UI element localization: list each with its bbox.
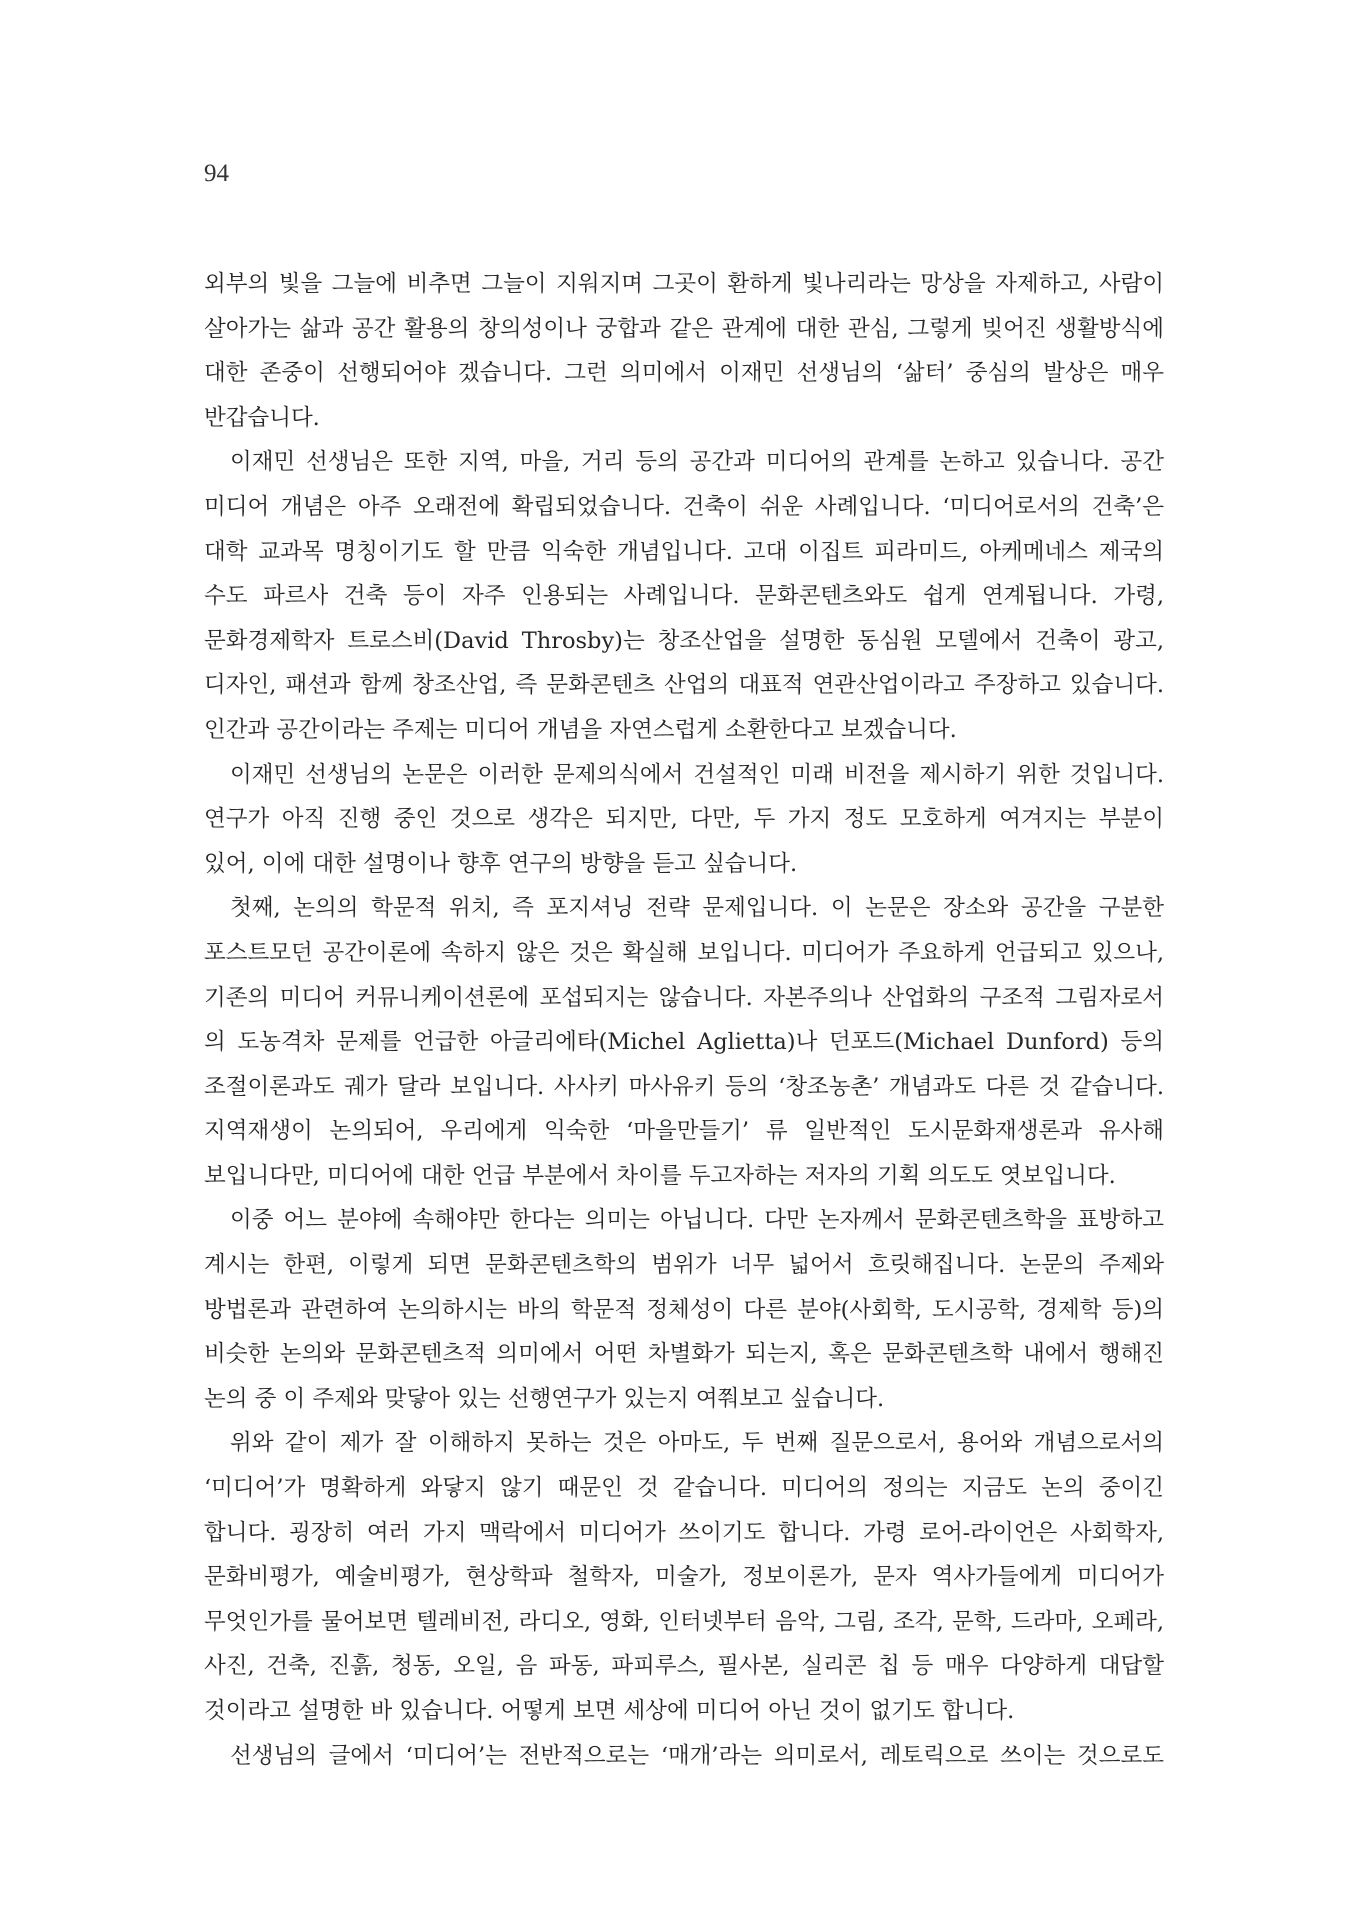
text-line: 무엇인가를 물어보면 텔레비전, 라디오, 영화, 인터넷부터 음악, 그림, 조각, 문학, 드라마, 오페라,: [204, 1608, 1164, 1635]
text-line: 선생님의 글에서 ‘미디어’는 전반적으로는 ‘매개’라는 의미로서, 레토릭으로 쓰이는 것으로도: [230, 1742, 1164, 1769]
text-line: 수도 파르사 건축 등이 자주 인용되는 사례입니다. 문화콘텐츠와도 쉽게 연계됩니다. 가령,: [204, 583, 1164, 610]
text-line: 합니다. 굉장히 여러 가지 맥락에서 미디어가 쓰이기도 합니다. 가령 로어-라이언은 사회학자,: [204, 1519, 1164, 1546]
text-line: 비슷한 논의와 문화콘텐츠적 의미에서 어떤 차별화가 되는지, 혹은 문화콘텐츠학 내에서 행해진: [204, 1341, 1164, 1368]
text-line: 사진, 건축, 진흙, 청동, 오일, 음 파동, 파피루스, 필사본, 실리콘 칩 등 매우 다양하게 대답할: [204, 1653, 1164, 1680]
page-number: 94: [204, 160, 229, 187]
text-line: 외부의 빛을 그늘에 비추면 그늘이 지워지며 그곳이 환하게 빛나리라는 망상을 자제하고, 사람이: [204, 271, 1164, 297]
body-text: [204, 262, 1164, 1778]
text-line: 지역재생이 논의되어, 우리에게 익숙한 ‘마을만들기’ 류 일반적인 도시문화재생론과 유사해: [204, 1118, 1164, 1145]
text-line: 대학 교과목 명칭이기도 할 만큼 익숙한 개념입니다. 고대 이집트 피라미드, 아케메네스 제국의: [204, 538, 1164, 565]
text-line: 디자인, 패션과 함께 창조산업, 즉 문화콘텐츠 산업의 대표적 연관산업이라고 주장하고 있습니다.: [204, 672, 1164, 699]
text-line: 문화비평가, 예술비평가, 현상학파 철학자, 미술가, 정보이론가, 문자 역사가들에게 미디어가: [204, 1564, 1164, 1591]
text-line: 인간과 공간이라는 주제는 미디어 개념을 자연스럽게 소환한다고 보겠습니다.: [204, 716, 957, 743]
text-line: 계시는 한편, 이렇게 되면 문화콘텐츠학의 범위가 너무 넓어서 흐릿해집니다. 논문의 주제와: [204, 1252, 1164, 1279]
text-line: 문화경제학자 트로스비(David Throsby)는 창조산업을 설명한 동심원 모델에서 건축이 광고,: [204, 627, 1164, 654]
text-line: 있어, 이에 대한 설명이나 향후 연구의 방향을 듣고 싶습니다.: [204, 850, 798, 877]
text-line: 이재민 선생님의 논문은 이러한 문제의식에서 건설적인 미래 비전을 제시하기 위한 것입니다.: [230, 761, 1164, 788]
text-line: 이재민 선생님은 또한 지역, 마을, 거리 등의 공간과 미디어의 관계를 논하고 있습니다. 공간: [230, 449, 1164, 476]
text-line: 것이라고 설명한 바 있습니다. 어떻게 보면 세상에 미디어 아닌 것이 없기도 합니다.: [204, 1698, 1015, 1724]
text-line: 미디어 개념은 아주 오래전에 확립되었습니다. 건축이 쉬운 사례입니다. ‘미디어로서의 건축’은: [204, 493, 1164, 520]
text-line: 이중 어느 분야에 속해야만 한다는 의미는 아닙니다. 다만 논자께서 문화콘텐츠학을 표방하고: [230, 1207, 1164, 1234]
text-line: 보입니다만, 미디어에 대한 언급 부분에서 차이를 두고자하는 저자의 기획 의도도 엿보입니다.: [204, 1162, 1116, 1189]
text-line: 살아가는 삶과 공간 활용의 창의성이나 궁합과 같은 관계에 대한 관심, 그렇게 빚어진 생활방식에: [204, 315, 1164, 342]
text-line: 논의 중 이 주제와 맞닿아 있는 선행연구가 있는지 여쭤보고 싶습니다.: [204, 1385, 885, 1412]
text-line: 위와 같이 제가 잘 이해하지 못하는 것은 아마도, 두 번째 질문으로서, 용어와 개념으로서의: [230, 1430, 1164, 1457]
text-line: 조절이론과도 궤가 달라 보입니다. 사사키 마사유키 등의 ‘창조농촌’ 개념과도 다른 것 같습니다.: [204, 1073, 1164, 1100]
text-line: ‘미디어’가 명확하게 와닿지 않기 때문인 것 같습니다. 미디어의 정의는 지금도 논의 중이긴: [204, 1475, 1164, 1502]
text-line: 첫째, 논의의 학문적 위치, 즉 포지셔닝 전략 문제입니다. 이 논문은 장소와 공간을 구분한: [230, 895, 1164, 922]
text-line: 기존의 미디어 커뮤니케이션론에 포섭되지는 않습니다. 자본주의나 산업화의 구조적 그림자로서: [204, 984, 1164, 1011]
text-line: 대한 존중이 선행되어야 겠습니다. 그런 의미에서 이재민 선생님의 ‘삶터’ 중심의 발상은 매우: [204, 360, 1164, 387]
text-line: 방법론과 관련하여 논의하시는 바의 학문적 정체성이 다른 분야(사회학, 도시공학, 경제학 등)의: [204, 1296, 1164, 1323]
text-line: 포스트모던 공간이론에 속하지 않은 것은 확실해 보입니다. 미디어가 주요하게 언급되고 있으나,: [204, 939, 1164, 966]
text-line: 의 도농격차 문제를 언급한 아글리에타(Michel Aglietta)나 던포드(Michael Dunford) 등의: [204, 1029, 1164, 1056]
text-line: 반갑습니다.: [204, 404, 320, 431]
text-line: 연구가 아직 진행 중인 것으로 생각은 되지만, 다만, 두 가지 정도 모호하게 여겨지는 부분이: [204, 806, 1164, 833]
